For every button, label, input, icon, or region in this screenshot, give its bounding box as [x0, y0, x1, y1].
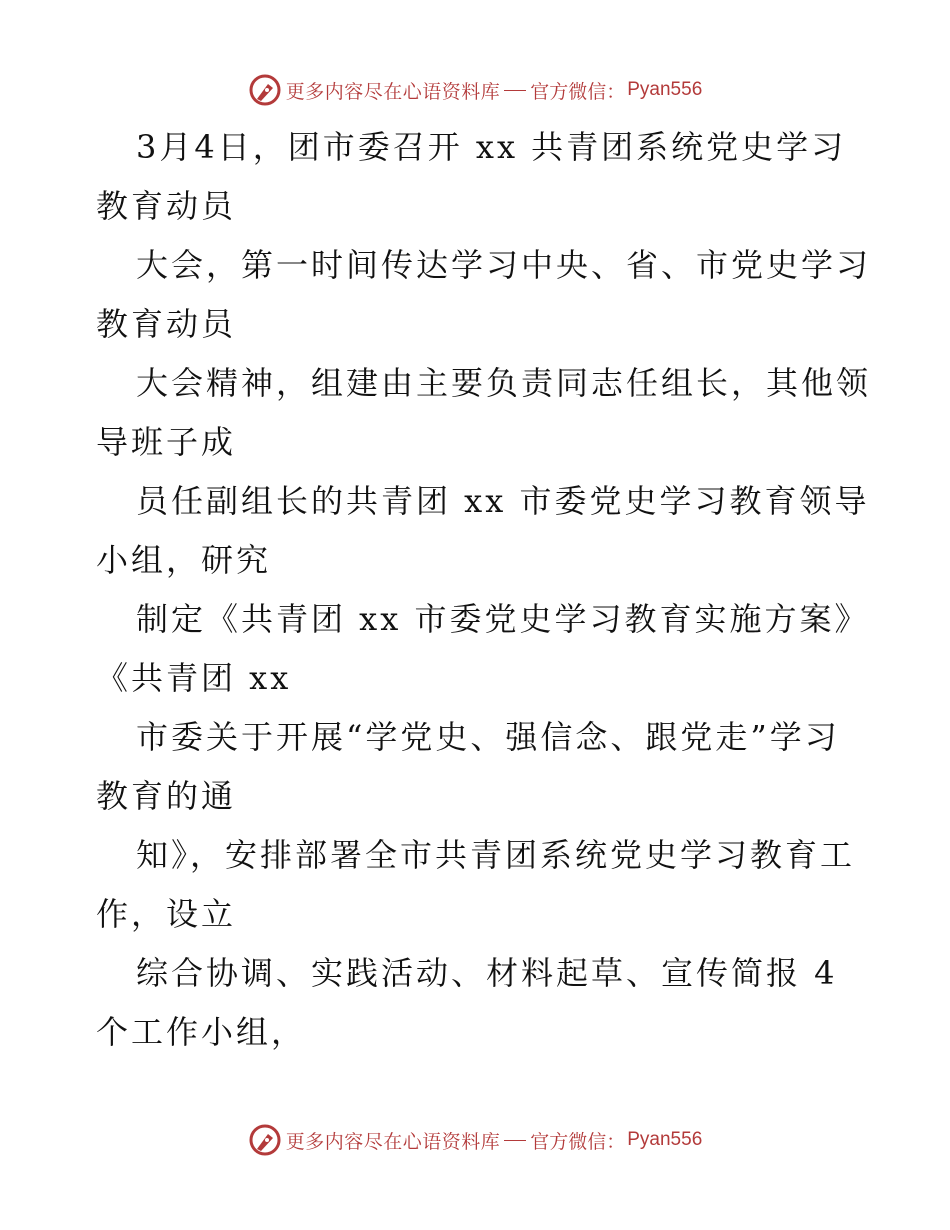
- watermark-wechat-id: Pyan556: [627, 79, 703, 100]
- body-line: 教育动员: [96, 187, 237, 225]
- body-line: 3月4日，团市委召开 xx 共青团系统党史学习: [136, 128, 847, 166]
- watermark-dash: [504, 90, 526, 91]
- footer-watermark: [0, 1120, 950, 1160]
- body-line: 个工作小组，: [96, 1013, 307, 1051]
- body-line: 教育动员: [96, 305, 237, 343]
- watermark-site-text: 更多内容尽在心语资料库: [285, 1130, 501, 1153]
- body-line: 大会，第一时间传达学习中央、省、市党史学习: [136, 246, 872, 284]
- watermark-wechat-id: Pyan556: [627, 1129, 703, 1150]
- body-line: 《共青团 xx: [96, 659, 292, 697]
- body-line: 小组，研究: [96, 541, 272, 579]
- body-line: 大会精神，组建由主要负责同志任组长，其他领: [136, 364, 872, 402]
- pen-nib-circle-icon: [248, 1123, 282, 1157]
- watermark-dash: [504, 1140, 526, 1141]
- body-line: 知》，安排部署全市共青团系统党史学习教育工: [136, 836, 856, 874]
- document-body: [96, 118, 872, 1062]
- body-line: 作，设立: [96, 895, 237, 933]
- pen-nib-circle-icon: [248, 73, 282, 107]
- body-line: 制定《共青团 xx 市委党史学习教育实施方案》: [136, 600, 870, 638]
- body-line: 市委关于开展“学党史、强信念、跟党走”学习: [136, 718, 840, 756]
- watermark-wechat-label: 官方微信：: [530, 1130, 626, 1153]
- watermark-site-text: 更多内容尽在心语资料库: [285, 80, 501, 103]
- watermark-wechat-label: 官方微信：: [530, 80, 626, 103]
- body-line: 员任副组长的共青团 xx 市委党史学习教育领导: [136, 482, 870, 520]
- body-line: 综合协调、实践活动、材料起草、宣传简报 4: [136, 954, 838, 992]
- header-watermark: [0, 70, 950, 110]
- body-line: 导班子成: [96, 423, 237, 461]
- body-line: 教育的通: [96, 777, 237, 815]
